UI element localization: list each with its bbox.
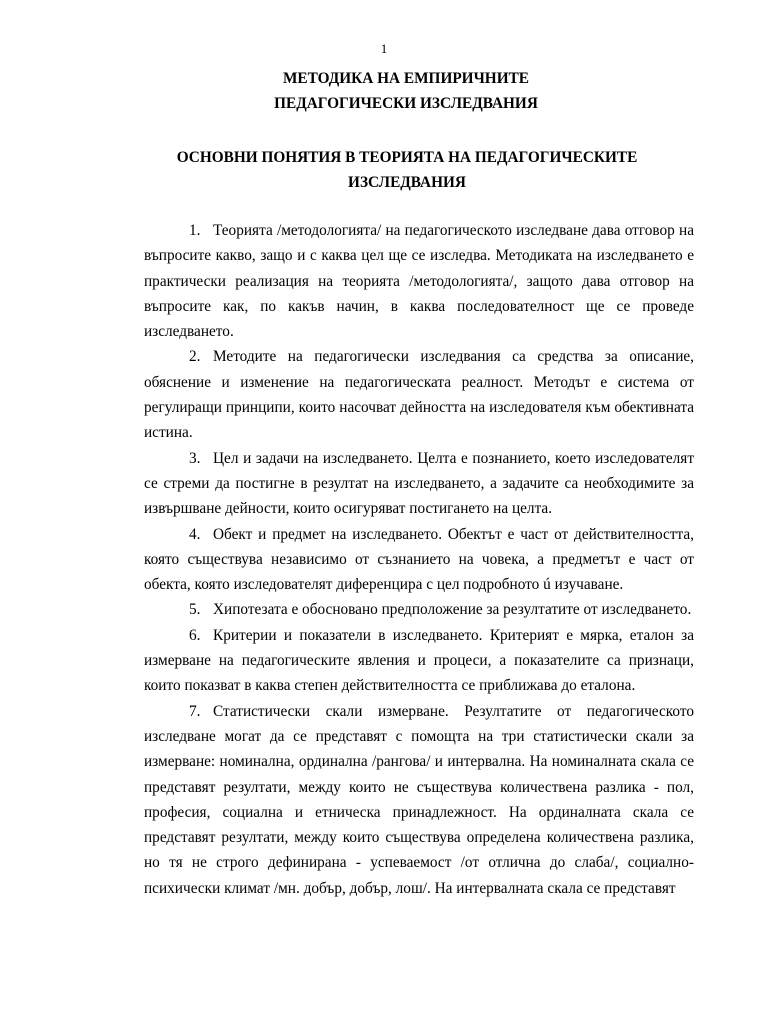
list-item-number: 4. <box>189 525 201 543</box>
list-item <box>144 522 694 598</box>
list-item <box>144 218 694 344</box>
numbered-list <box>144 218 694 901</box>
list-item <box>144 344 694 445</box>
list-item-text: Методите на педагогически изследвания са средства за описание, обяснение и изменение на педагогическата реалност. Методът е система от регулиращи принципи, които насочват дейността на изследователя към обективната истина. <box>144 348 694 442</box>
page-number: 1 <box>380 41 388 56</box>
document-title <box>0 66 768 116</box>
list-item-number: 7. <box>189 702 201 720</box>
document-title-line-2: ПЕДАГОГИЧЕСКИ ИЗСЛЕДВАНИЯ <box>274 95 538 112</box>
list-item-number: 2. <box>189 348 201 366</box>
list-item-text: Хипотезата е обосновано предположение за резултатите от изследването. <box>213 601 692 619</box>
list-item-number: 5. <box>189 601 201 619</box>
list-item <box>144 699 694 901</box>
section-title-line-1: ОСНОВНИ ПОНЯТИЯ В ТЕОРИЯТА НА ПЕДАГОГИЧЕСКИТЕ <box>176 149 638 166</box>
section-title-line-2: ИЗСЛЕДВАНИЯ <box>348 174 466 191</box>
section-title <box>0 145 768 195</box>
list-item-text: Статистически скали измерване. Резултатите от педагогическото изследване могат да се представят с помощта на три статистически скали за измерване: номинална, ординална /рангова/ и интервална. На номиналната скала се представят резултати, между които не съществува количествена разлика - пол, професия, социална и етническа принадлежност. На ординалната скала се представят резултати, между които съществува определена количествена разлика, но тя не строго дефинирана - успеваемост /от отлична до слаба/, социално-психически климат /мн. добър, добър, лош/. На интервалната скала се представят <box>144 702 694 897</box>
list-item <box>144 623 694 699</box>
list-item-text: Критерии и показатели в изследването. Критерият е мярка, еталон за измерване на педагогическите явления и процеси, а показателите са признаци, които показват в каква степен действителността се приближава до еталона. <box>144 626 694 695</box>
list-item-number: 6. <box>189 626 201 644</box>
list-item-text: Теорията /методологията/ на педагогическото изследване дава отговор на въпросите какво, защо и с каква цел ще се изследва. Методиката на изследването е практически реализация на теорията /методологията/, защото дава отговор на въпросите как, по какъв начин, в каква последователност ще се проведе изследването. <box>144 222 694 341</box>
document-title-line-1: МЕТОДИКА НА ЕМПИРИЧНИТЕ <box>282 70 530 87</box>
list-item <box>144 446 694 522</box>
list-item-text: Обект и предмет на изследването. Обектът е част от действителността, която съществува независимо от съзнанието на човека, а предметът е част от обекта, която изследователят диференцира с цел подробното ú изучаване. <box>144 525 694 594</box>
list-item <box>144 597 694 622</box>
list-item-number: 1. <box>189 222 201 239</box>
list-item-number: 3. <box>189 449 201 467</box>
list-item-text: Цел и задачи на изследването. Целта е познанието, което изследователят се стреми да постигне в резултат на изследването, а задачите са необходимите за извършване дейности, които осигуряват постигането на целта. <box>144 449 694 518</box>
